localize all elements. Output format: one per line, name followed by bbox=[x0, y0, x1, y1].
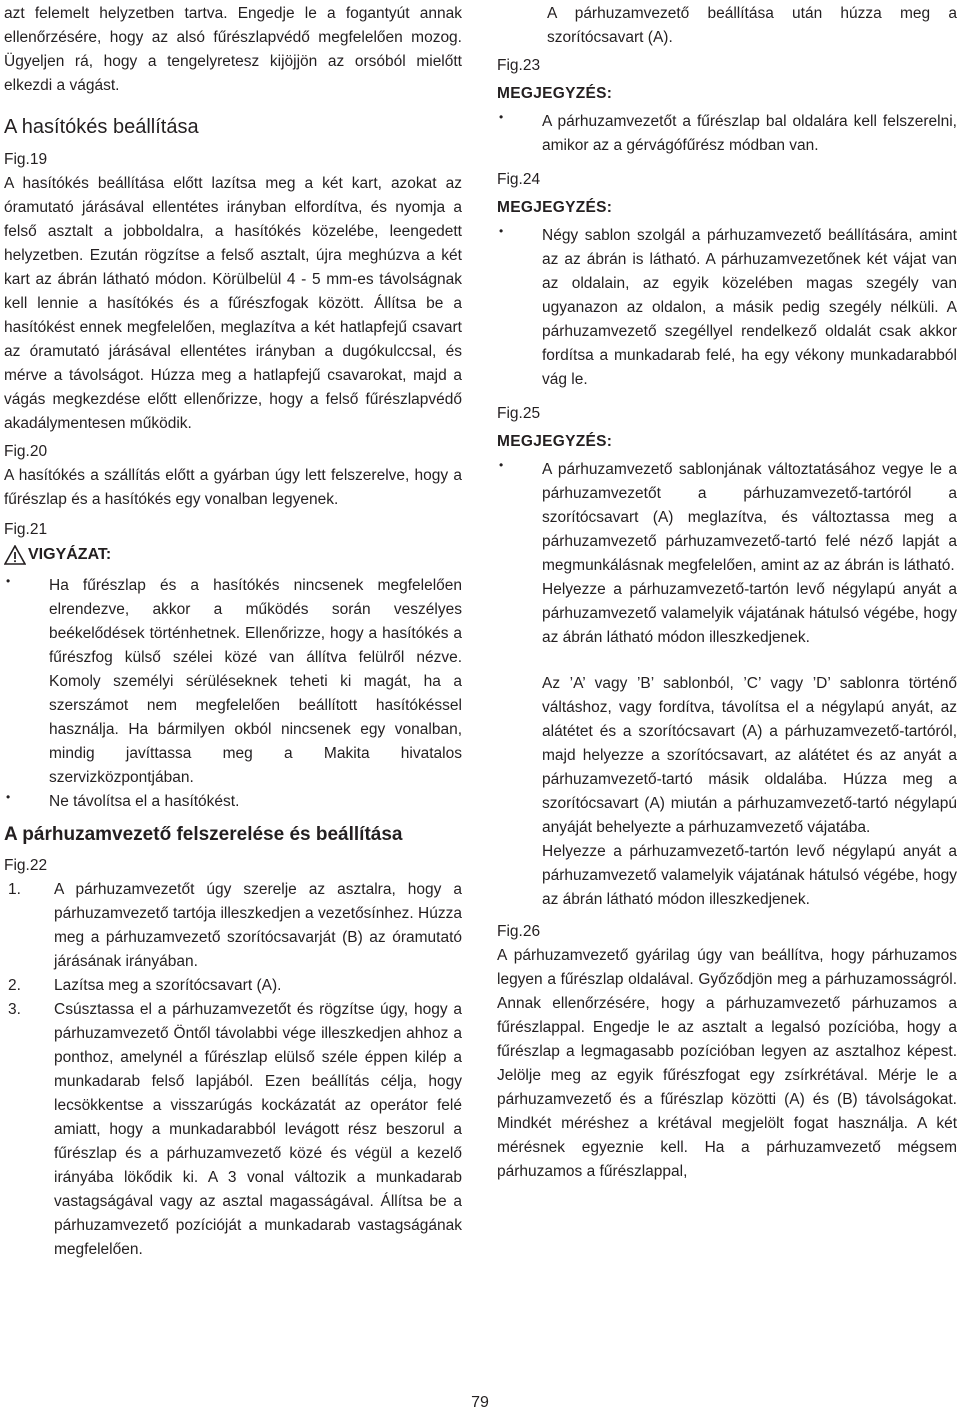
caution-item-2: • Ne távolítsa el a hasítókést. bbox=[6, 790, 240, 810]
note-2-heading: MEGJEGYZÉS: bbox=[497, 199, 613, 216]
step-1: 1. A párhuzamvezetőt úgy szerelje az asztalra, hogy a párhuzamvezető tartója illeszkedjen a vezetősínhez. Húzza meg a párhuzamvezető szorítócsavarját (B) az óramutató járásának irányában. bbox=[8, 881, 462, 970]
note-1-heading: MEGJEGYZÉS: bbox=[497, 85, 613, 102]
heading-hasitokes: A hasítókés beállítása bbox=[4, 116, 199, 138]
fig23-label: Fig.23 bbox=[497, 57, 541, 74]
page-number: 79 bbox=[471, 1394, 489, 1411]
bullet: • bbox=[6, 790, 11, 804]
intro-paragraph: azt felemelt helyzetben tartva. Engedje le a fogantyút annak ellenőrzésére, hogy az alsó fűrészlapvédő megfelelően mozog. Ügyeljen rá, hogy a tengelyretesz kijöjjön az orsóból mielőtt elkezdi a vágást. bbox=[4, 5, 462, 94]
left-column bbox=[4, 0, 462, 1262]
fig20-paragraph: A hasítókés a szállítás előtt a gyárban úgy lett felszerelve, hogy a fűrészlap és a hasítókés egy vonalban legyenek. bbox=[4, 467, 462, 508]
heading-parhuzamvezeto: A párhuzamvezető felszerelése és beállítása bbox=[4, 824, 403, 845]
caution-heading bbox=[4, 542, 462, 568]
note-1-item: • A párhuzamvezetőt a fűrészlap bal oldalára kell felszerelni, amikor az a gérvágófűrész módban van. bbox=[499, 110, 957, 154]
caution-label: VIGYÁZAT: bbox=[28, 546, 112, 563]
fig19-label: Fig.19 bbox=[4, 151, 48, 168]
fig21-label: Fig.21 bbox=[4, 521, 48, 538]
note-2-item: • Négy sablon szolgál a párhuzamvezető beállítására, amint az az ábrán is látható. A párhuzamvezetőnek két vájat van az oldalain, az egyik közelében magas szegély van ugyanazon az oldalon, a másik pedig szegély nélküli. A párhuzamvezető szegéllyel rendelkező oldalát csak akkor fordítsa a munkadarab felé, ha egy vékony munkadarabból vág le. bbox=[499, 224, 957, 388]
bullet: • bbox=[499, 224, 504, 238]
step-3: 3. Csúsztassa el a párhuzamvezetőt és rögzítse úgy, hogy a párhuzamvezető Öntől távolabbi vége illeszkedjen ahhoz a ponthoz, amelynél a fűrészlap elülső széle éppen kilép a munkadarab felső lapjából. Ezen beállítás célja, hogy lecsökkentse a visszarúgás kockázatát az operátor felé amiatt, hogy a munkadarabból levágott rész beszorul a fűrészlap és a párhuzamvezető közé és végül a kezelő irányába lökődik ki. A 3 vonal változik a munkadarab vastagságával vagy az asztal magasságával. Állítsa be a párhuzamvezető pozícióját a munkadarab vastagságának megfelelően. bbox=[8, 1001, 462, 1258]
fig19-paragraph: A hasítókés beállítása előtt lazítsa meg a két kart, azokat az óramutató járásával ellentétes irányban elfordítva, és nyomja a felső asztalt a jobboldalra, a hasítókés közelébe, leengedett helyzetben. Ezután rögzítse a felső asztalt, újra meghúzva a két kart az ábrán látható módon. Körülbelül 4 - 5 mm-es távolságnak kell lennie a hasítókés és a fűrészfogak között. Állítsa be a hasítókést ennek megfelelően, meglazítva a két hatlapfejű csavart az óramutató járásával ellentétes irányban a dugókulccsal, és mérve a távolságot. Húzza meg a hatlapfejű csavarokat, majd a vágás megkezdése előtt ellenőrizze, hogy a felső fűrészlapvédő akadálymentesen működik. bbox=[4, 175, 462, 432]
fig26-paragraph: A párhuzamvezető gyárilag úgy van beállítva, hogy párhuzamos legyen a fűrészlap oldalával. Győződjön meg a párhuzamosságról. Annak ellenőrzésére, hogy a párhuzamvezető párhuzamos a fűrészlappal. Engedje le az asztalt a legalsó pozícióba, hogy a fűrészlap a legmagasabb pozícióban legyen az asztalhoz képest. Jelölje meg az egyik fűrészfogat egy zsírkrétával. Mérje le a párhuzamvezető és a fűrészlap közötti (A) és (B) távolságokat. Mindkét méréshez a krétával megjelölt fogat használja. A két mérésnek egyeznie kell. Ha a párhuzamvezető mégsem párhuzamos a fűrészlappal, bbox=[497, 947, 957, 1180]
warning-triangle-icon bbox=[4, 545, 26, 565]
bullet: • bbox=[6, 574, 11, 588]
step-2: 2. Lazítsa meg a szorítócsavart (A). bbox=[8, 977, 282, 994]
right-column bbox=[497, 0, 957, 1184]
fig24-label: Fig.24 bbox=[497, 171, 541, 188]
bullet: • bbox=[499, 110, 504, 124]
caution-item-1: • Ha fűrészlap és a hasítókés nincsenek megfelelően elrendezve, akkor a működés során veszélyes beékelődések történhetnek. Ellenőrizze, hogy a hasítókés a fűrészfog külső szélei közé van állítva felülről nézve. Komoly személyi sérüléseknek teheti ki magát, ha a szerszámot nem megfelelően beállított hasítókéssel használja. Ha bármilyen okból nincsenek egy vonalban, mindig javíttassa meg a Makita hivatalos szervizközpontjában. bbox=[6, 574, 462, 786]
note-3-item: • A párhuzamvezető sablonjának változtatásához vegye le a párhuzamvezetőt a párhuzamvezető-tartóról a szorítócsavart (A) meglazítva, és változtassa meg a párhuzamvezető párhuzamvezető-tartó felé néző lapját a megmunkálásnak megfelelően, amint az az ábrán is látható. Helyezze a párhuzamvezető-tartón levő négylapú anyát a párhuzamvezető valamelyik vájatának hátulsó végébe, hogy az ábrán látható módon illeszkedjenek. Az ’A’ vagy ’B’ sablonból, ’C’ vagy ’D’ sablonra történő váltáshoz, vagy fordítva, távolítsa el a négylapú anyát, az alátétet és a szorítócsavart (A) a párhuzamvezető-tartóról, majd helyezze a szorítócsavart, az alátétet és az anyát a párhuzamvezető-tartó másik oldalába. Húzza meg a szorítócsavart (A) miután a párhuzamvezető-tartó négylapú anyáját behelyezte a párhuzamvezető vájatába. Helyezze a párhuzamvezető-tartón levő négylapú anyát a párhuzamvezető valamelyik vájatának hátulsó végébe, hogy az ábrán látható módon illeszkedjenek. bbox=[499, 458, 957, 908]
note-3-heading: MEGJEGYZÉS: bbox=[497, 433, 613, 450]
bullet: • bbox=[499, 458, 504, 472]
fig20-label: Fig.20 bbox=[4, 443, 48, 460]
fig26-label: Fig.26 bbox=[497, 923, 541, 940]
fig22-label: Fig.22 bbox=[4, 857, 48, 874]
step-4-continuation: A párhuzamvezető beállítása után húzza meg a szorítócsavart (A). bbox=[547, 5, 957, 46]
fig25-label: Fig.25 bbox=[497, 405, 541, 422]
